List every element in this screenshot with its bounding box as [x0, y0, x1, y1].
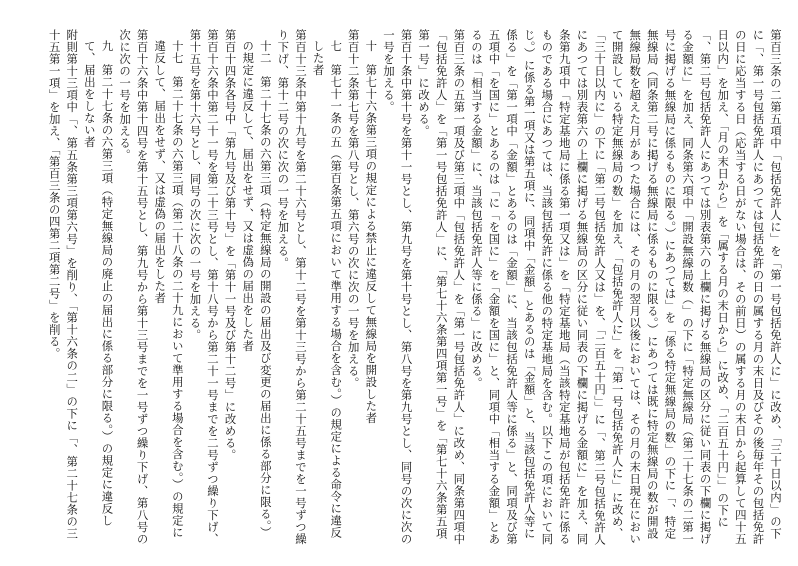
- paragraph-art113: 第百十三条中第十九号を第二十六号とし、第十二号を第十三号から第二十五号までを一号ずつ繰り下げ、第十二号の次に次の一号を加える。: [276, 29, 308, 545]
- paragraph-art103-5: 第百三条の五第一項及び第三項中「包括免許人」を「第一号包括免許人」に改め、同条第四項中「包括免許人」を「第一号包括免許人」に、「第七十六条第四項第一号」を「第七十六条第五項第一号」に改める。: [417, 29, 467, 545]
- paragraph-art114: 第百十四条各号中「第九号及び第十号」を「第十一号及び第十二号」に改める。: [223, 29, 238, 461]
- paragraph-art110: 第百十条中第十号を第十一号とし、第九号を第十号とし、第八号を第九号とし、同号の次に次の一号を加える。: [381, 29, 414, 545]
- item-art112-7: 七 第七十一条の五（第百条第五項において準用する場合を含む。）の規定による命令に違反した者: [311, 40, 344, 539]
- vertical-text-body: [14, 18, 784, 546]
- paragraph-supplementary: 附則第十三項中「、第五条第三項第六号」を削り、「第十六条の二」の下に「、第二十七条の三十五第一項」を加え、「第百三条の四第二項第二号」を削る。: [47, 29, 80, 540]
- item-art113-12: 十二 第二十七条の六第三項（特定無線局の開設の届出及び変更の届出に係る部分に限る。）の規定に違反して、届出をせず、又は虚偽の届出をした者: [241, 40, 273, 539]
- item-art110-10: 十 第七十六条第三項の規定による禁止に違反して無線局を開設した者: [364, 40, 379, 424]
- paragraph-art116-a: 第百十六条中第二十一号を第二十三号とし、第十八号から第二十一号までを二号ずつ繰り下げ、第十五号を第十六号とし、同号の次に次の一号を加える。: [188, 29, 220, 545]
- item-art116-17: 十七 第二十七条の六第三項（第二十八条の二十九において準用する場合を含む。）の規定に違反して、届出をせず、又は虚偽の届出をした者: [153, 40, 185, 539]
- paragraph-art116-b: 第百十六条中第十四号を第十五号とし、第九号から第十三号までを一号ずつ繰り下げ、第八号の次に次の一号を加える。: [118, 29, 150, 545]
- item-art116-9: 九 第二十七条の六第三項（特定無線局の廃止の届出に係る部分に限る。）の規定に違反して、届出をしない者: [82, 40, 115, 527]
- paragraph-art112: 第百十二条第七号を第八号とし、第六号の次に次の一号を加える。: [346, 29, 361, 389]
- paragraph-art103-2: 第百三条の二第五項中「包括免許人に」を「第一号包括免許人に」に改め、「三十日以内」の下に「、第一号包括免許人にあつては包括免許の日の属する月の末日及びその後毎年その包括免許の日に応当する日（応当する日がない場合は、その前日）の属する月の末日から起算して四十五日以内」を加え、「月の末日から」を「属する月の末日から」に改め、「二百五十円」」の下に「、第二号包括免許人にあつては別表第六の上欄に掲げる無線局の区分に従い同表の下欄に掲げる金額に」を加え、同条第六項中「開設無線局数（」の下に「特定無線局（第二十七条の二第一号に掲げる無線局に係るものに限る。）にあつては」を「係る特定無線局の数」の下に「、特定無線局（同条第二号に掲げる無線局に係るものに限る。）にあつては既に特定無線局の数が開設無線局数を超えた月があつた場合には、その月の翌月以後においては、その月の末日現在において開設している特定無線局の数」を加え、「包括免許人に」を「第一号包括免許人に」に改め、「三十日以内に」の下に「第二号包括免許人又は」を、「二百五十円」」に「、第二号包括免許人にあつては別表第六の上欄に掲げる無線局の区分に従い同表の下欄に掲げる金額に」を加え、同条第九項中「特定基地局に係る第一項又は」を「特定基地局（当該特定基地局が包括免許に係るものである場合にあつては、当該包括免許に係る他の特定基地局を含む。以下この項において同じ。）に係る第一項又は第五項に、同項中「金額」とあるのは「金額」と、当該包括免許人等に係る」を「第一項中「金額」とあるのは「金額」に、当該包括免許人等に係る」と、同項及び第五項中「を国に」とあるのは「に「を国に」を「金額を国に」と、同項中「相当する金額」とあるのは「相当する金額」に、当該包括免許人等に係る」に改める。: [469, 29, 783, 546]
